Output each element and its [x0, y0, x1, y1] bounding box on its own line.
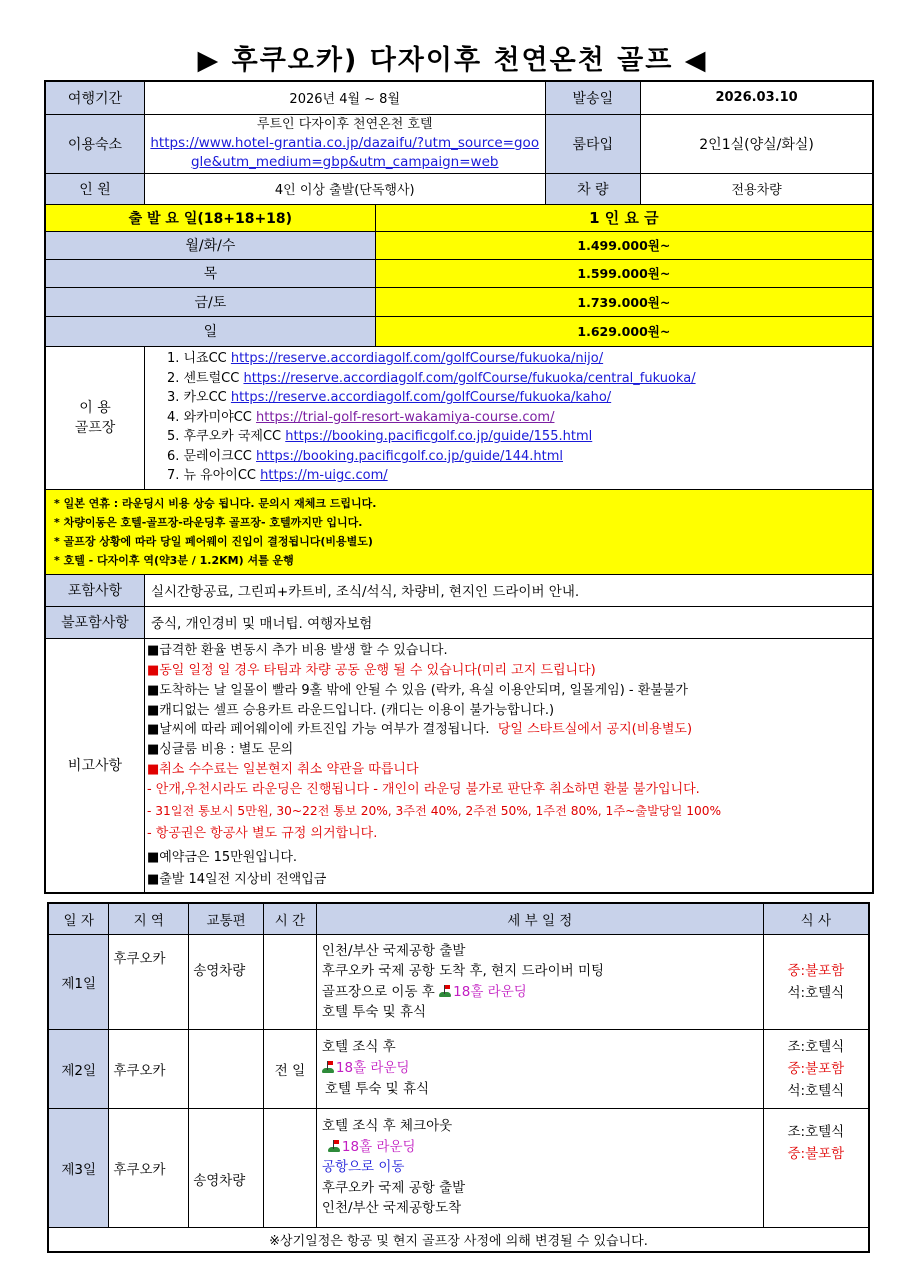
- schedule-line: [322, 1058, 759, 1079]
- golf-course-item: [167, 408, 868, 428]
- meal-item: 중:불포함: [787, 962, 845, 979]
- golf-course-name: 4. 와카미야CC: [166, 409, 252, 425]
- remark-line: ■급격한 환율 변동시 추가 비용 발생 할 수 있습니다.: [146, 643, 448, 659]
- schedule-header-meals: 식 사: [763, 903, 869, 934]
- golf-course-link[interactable]: https://m-uigc.com/: [260, 468, 388, 484]
- hotel-cell: [144, 114, 545, 173]
- golf-course-item: [167, 427, 868, 447]
- price-value: 1.499.000원~: [375, 231, 873, 259]
- hotel-link[interactable]: [150, 135, 539, 170]
- excluded-label: 불포함사항: [45, 606, 144, 638]
- golf-course-cell: [144, 346, 873, 489]
- hotel-name: 루트인 다자이후 천연온천 호텔: [256, 116, 433, 132]
- meal-item: 중:불포함: [787, 1060, 845, 1077]
- golf-course-name: 7. 뉴 유아이CC: [166, 468, 257, 484]
- schedule-details: [316, 1108, 763, 1227]
- schedule-line: 공항으로 이동: [321, 1159, 405, 1176]
- price-day: 금/토: [45, 287, 375, 316]
- schedule-header-transport: 교통편: [189, 903, 264, 934]
- schedule-day: 제3일: [48, 1108, 109, 1227]
- golf-label-line1: 이 용: [79, 399, 111, 416]
- meal-item: 중:불포함: [787, 1145, 845, 1162]
- room-value: 2인1실(양실/화실): [641, 114, 873, 173]
- schedule-header-details: 세 부 일 정: [316, 903, 763, 934]
- remark-text: 당일 스타트실에서 공지(비용별도): [497, 722, 693, 738]
- yellow-note: * 호텔 - 다자이후 역(약3분 / 1.2KM) 셔틀 운행: [54, 553, 294, 567]
- golf-course-item: [167, 369, 868, 389]
- people-value: 4인 이상 출발(단독행사): [144, 173, 545, 204]
- remarks-cell: [144, 638, 873, 893]
- remarks-label: 비고사항: [45, 638, 144, 893]
- schedule-text: 골프장으로 이동 후: [321, 983, 435, 1000]
- schedule-region: 후쿠오카: [109, 934, 189, 1029]
- price-value: 1.629.000원~: [375, 316, 873, 346]
- schedule-line: [322, 1137, 759, 1158]
- remark-line: ■싱글룸 비용 : 별도 문의: [146, 742, 294, 758]
- car-value: 전용차량: [641, 173, 873, 204]
- golf-flag-icon: [328, 1140, 340, 1152]
- golf-course-name: 6. 문레이크CC: [166, 448, 252, 464]
- tour-info-table: [44, 80, 874, 894]
- golf-course-name: 3. 카오CC: [166, 390, 227, 406]
- price-day: 월/화/수: [45, 231, 375, 259]
- hotel-url-line2: gle&utm_medium=gbp&utm_campaign=web: [190, 153, 499, 170]
- golf-flag-icon: [322, 1061, 334, 1073]
- golf-course-link[interactable]: https://reserve.accordiagolf.com/golfCourse/fukuoka/kaho/: [230, 390, 612, 406]
- remark-line: ■취소 수수료는 일본현지 취소 약관을 따릅니다: [146, 761, 419, 777]
- schedule-line: 호텔 조식 후: [321, 1039, 396, 1055]
- yellow-note: * 일본 연휴 : 라운딩시 비용 상승 됩니다. 문의시 재체크 드립니다.: [54, 496, 377, 510]
- schedule-transport: 송영차량: [189, 934, 264, 1029]
- schedule-line: 호텔 투숙 및 휴식: [324, 1081, 430, 1097]
- schedule-text: 18홀 라운딩: [453, 983, 527, 1000]
- schedule-region: 후쿠오카: [109, 1108, 189, 1227]
- schedule-header-date: 일 자: [48, 903, 109, 934]
- yellow-notes-cell: [45, 489, 873, 574]
- price-value: 1.599.000원~: [375, 259, 873, 287]
- golf-course-link[interactable]: https://booking.pacificgolf.co.jp/guide/144.html: [256, 448, 563, 464]
- schedule-details: [316, 1029, 763, 1108]
- hotel-url-line1: https://www.hotel-grantia.co.jp/dazaifu/?utm_source=goo: [150, 134, 540, 151]
- yellow-note: * 차량이동은 호텔-골프장-라운딩후 골프장- 호텔까지만 입니다.: [54, 515, 363, 529]
- schedule-line: 후쿠오카 국제 공항 도착 후, 현지 드라이버 미팅: [321, 963, 605, 979]
- remark-line: ■도착하는 날 일몰이 빨라 9홀 밖에 안될 수 있음 (락카, 욕실 이용안되며, 일몰게임) - 환불불가: [146, 682, 688, 698]
- meal-item: 조:호텔식: [787, 1038, 845, 1055]
- price-value: 1.739.000원~: [375, 287, 873, 316]
- schedule-header-region: 지 역: [109, 903, 189, 934]
- golf-course-link[interactable]: https://booking.pacificgolf.co.jp/guide/155.html: [285, 429, 593, 445]
- schedule-table: [47, 902, 870, 1253]
- remark-line: ■예약금은 15만원입니다.: [146, 849, 298, 865]
- schedule-time: [264, 1108, 317, 1227]
- sent-value: 2026.03.10: [641, 81, 873, 114]
- remark-line: [147, 720, 872, 740]
- price-day: 일: [45, 316, 375, 346]
- golf-course-name: 1. 니죠CC: [166, 350, 227, 366]
- price-header: 1 인 요 금: [375, 204, 873, 231]
- golf-course-link[interactable]: https://reserve.accordiagolf.com/golfCourse/fukuoka/nijo/: [230, 350, 604, 366]
- golf-course-item: [167, 447, 868, 467]
- departure-day-header: 출 발 요 일(18+18+18): [45, 204, 375, 231]
- excluded-value: 중식, 개인경비 및 매너팁. 여행자보험: [144, 606, 873, 638]
- schedule-line: [322, 982, 759, 1003]
- schedule-footer-note: ※상기일정은 항공 및 현지 골프장 사정에 의해 변경될 수 있습니다.: [48, 1227, 869, 1252]
- sent-label: 발송일: [545, 81, 641, 114]
- period-value: 2026년 4월 ~ 8월: [144, 81, 545, 114]
- schedule-header-time: 시 간: [264, 903, 317, 934]
- yellow-notes-list: [54, 494, 868, 570]
- meal-item: 조:호텔식: [787, 1123, 845, 1140]
- schedule-meals: [763, 934, 869, 1029]
- meal-item: 석:호텔식: [787, 1082, 845, 1099]
- schedule-line: 호텔 조식 후 체크아웃: [321, 1118, 453, 1135]
- schedule-time: 전 일: [264, 1029, 317, 1108]
- golf-label-line2: 골프장: [74, 419, 116, 436]
- remark-line: ■출발 14일전 지상비 전액입금: [146, 871, 327, 887]
- people-label: 인 원: [45, 173, 144, 204]
- room-label: 룸타입: [545, 114, 641, 173]
- schedule-day: 제2일: [48, 1029, 109, 1108]
- golf-course-list: [167, 349, 868, 486]
- schedule-line: 인천/부산 국제공항도착: [321, 1200, 462, 1217]
- golf-course-item: [167, 388, 868, 408]
- remarks-list: [147, 641, 872, 889]
- schedule-text: 18홀 라운딩: [341, 1138, 416, 1155]
- golf-course-name: 5. 후쿠오카 국제CC: [166, 429, 282, 445]
- remark-text: ■날씨에 따라 페어웨이에 카트진입 가능 여부가 결정됩니다.: [146, 722, 490, 738]
- car-label: 차 량: [545, 173, 641, 204]
- hotel-label: 이용숙소: [45, 114, 144, 173]
- golf-course-link[interactable]: https://trial-golf-resort-wakamiya-course.com/: [256, 409, 555, 425]
- page-title: ▶ 후쿠오카) 다자이후 천연온천 골프 ◀: [197, 45, 708, 76]
- schedule-meals: [763, 1029, 869, 1108]
- schedule-day: 제1일: [48, 934, 109, 1029]
- schedule-transport: [189, 1029, 264, 1108]
- schedule-transport: 송영차량: [189, 1108, 264, 1227]
- remark-line: ■동일 일정 일 경우 타팀과 차량 공동 운행 될 수 있습니다(미리 고지 드립니다): [146, 662, 596, 678]
- period-label: 여행기간: [45, 81, 144, 114]
- included-label: 포함사항: [45, 574, 144, 606]
- golf-course-item: [167, 466, 868, 486]
- schedule-details: [316, 934, 763, 1029]
- golf-course-link[interactable]: https://reserve.accordiagolf.com/golfCourse/fukuoka/central_fukuoka/: [243, 370, 696, 386]
- golf-flag-icon: [439, 985, 451, 997]
- golf-label: [45, 346, 144, 489]
- schedule-time: [264, 934, 317, 1029]
- schedule-meals: [763, 1108, 869, 1227]
- schedule-line: 인천/부산 국제공항 출발: [321, 942, 466, 959]
- golf-course-item: [167, 349, 868, 369]
- remark-line: - 항공권은 항공사 별도 규정 의거합니다.: [146, 825, 378, 841]
- schedule-text: 18홀 라운딩: [335, 1060, 410, 1076]
- remark-line: - 안개,우천시라도 라운딩은 진행됩니다 - 개인이 라운딩 불가로 판단후 취소하면 환불 불가입니다.: [146, 781, 700, 797]
- remark-line: - 31일전 통보시 5만원, 30~22전 통보 20%, 3주전 40%, 2주전 50%, 1주전 80%, 1주~출발당일 100%: [146, 803, 722, 818]
- included-value: 실시간항공료, 그린피+카트비, 조식/석식, 차량비, 현지인 드라이버 안내.: [144, 574, 873, 606]
- schedule-line: 호텔 투숙 및 휴식: [321, 1004, 427, 1020]
- yellow-note: * 골프장 상황에 따라 당일 페어웨이 진입이 결정됩니다(비용별도): [54, 534, 373, 548]
- golf-course-name: 2. 센트럴CC: [166, 370, 240, 386]
- price-day: 목: [45, 259, 375, 287]
- schedule-region: 후쿠오카: [109, 1029, 189, 1108]
- meal-item: 석:호텔식: [787, 984, 845, 1001]
- schedule-line: 후쿠오카 국제 공항 출발: [321, 1179, 466, 1196]
- remark-line: ■캐디없는 셀프 승용카트 라운드입니다. (캐디는 이용이 불가능합니다.): [146, 702, 555, 718]
